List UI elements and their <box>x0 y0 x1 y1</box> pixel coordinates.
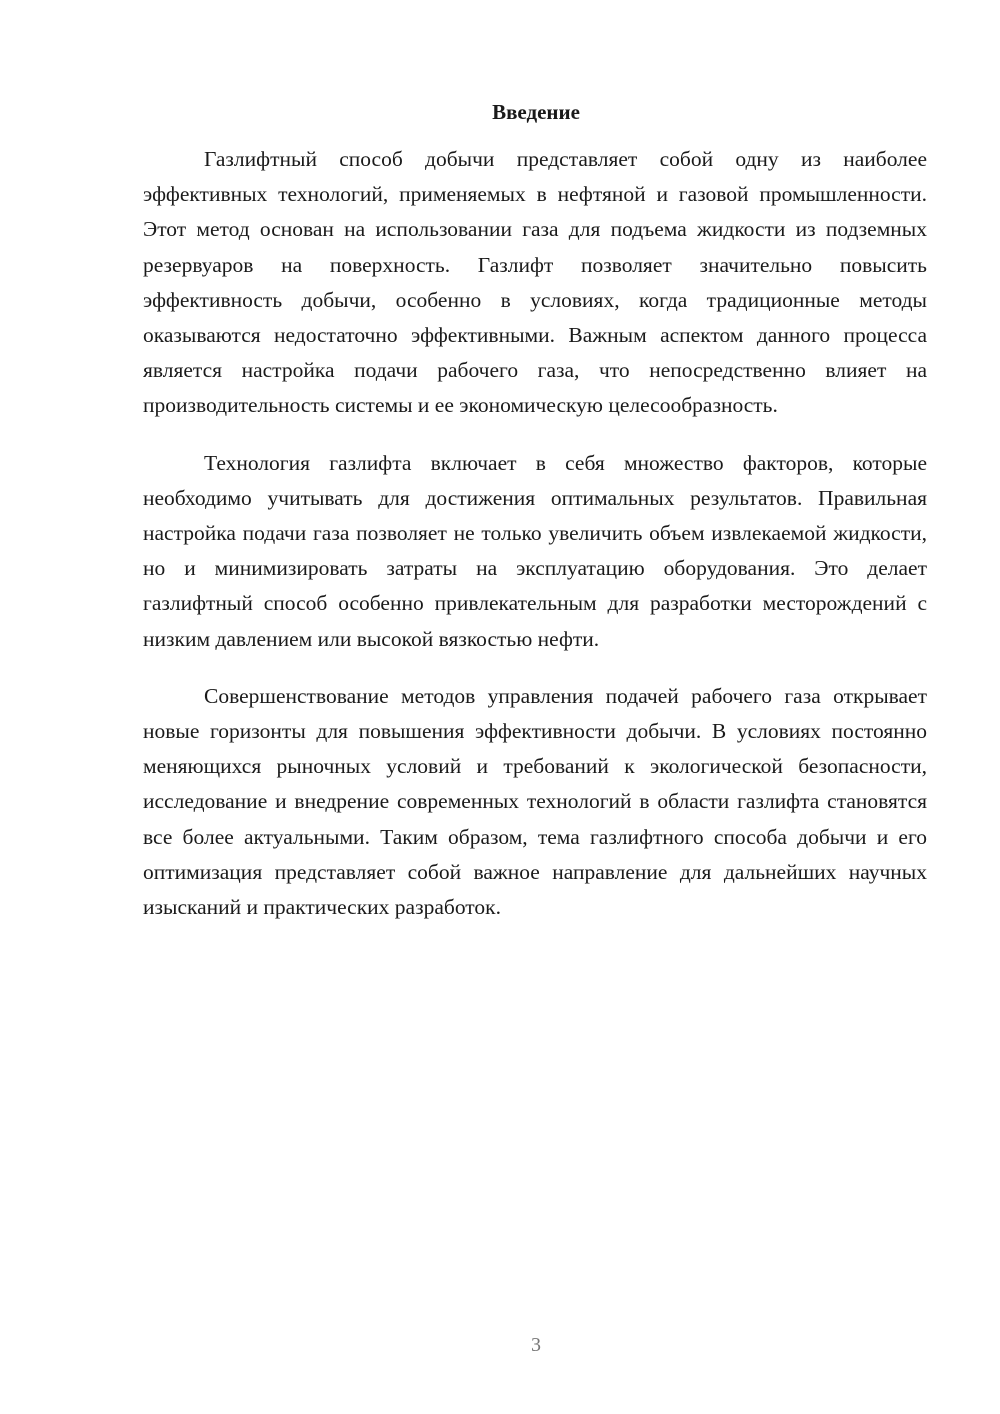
section-heading: Введение <box>492 100 580 124</box>
page-number: 3 <box>531 1334 541 1356</box>
body-text <box>143 142 927 947</box>
paragraph-3: Совершенствование методов управления подачей рабочего газа открывает новые горизонты для повышения эффективности добычи. В условиях постоянно меняющихся рыночных условий и требований к экологической безопасности, исследование и внедрение современных технологий в области газлифта становятся все более актуальными. Таким образом, тема газлифтного способа добычи и его оптимизация представляет собой важное направление для дальнейших научных изысканий и практических разработок. <box>143 683 927 920</box>
paragraph-1: Газлифтный способ добычи представляет собой одну из наиболее эффективных технологий, применяемых в нефтяной и газовой промышленности. Этот метод основан на использовании газа для подъема жидкости из подземных резервуаров на поверхность. Газлифт позволяет значительно повысить эффективность добычи, особенно в условиях, когда традиционные методы оказываются недостаточно эффективными. Важным аспектом данного процесса является настройка подачи рабочего газа, что непосредственно влияет на производительность системы и ее экономическую целесообразность. <box>143 147 927 418</box>
paragraph-2: Технология газлифта включает в себя множество факторов, которые необходимо учитывать для достижения оптимальных результатов. Правильная настройка подачи газа позволяет не только увеличить объем извлекаемой жидкости, но и минимизировать затраты на эксплуатацию оборудования. Это делает газлифтный способ особенно привлекательным для разработки месторождений с низким давлением или высокой вязкостью нефти. <box>143 450 927 651</box>
